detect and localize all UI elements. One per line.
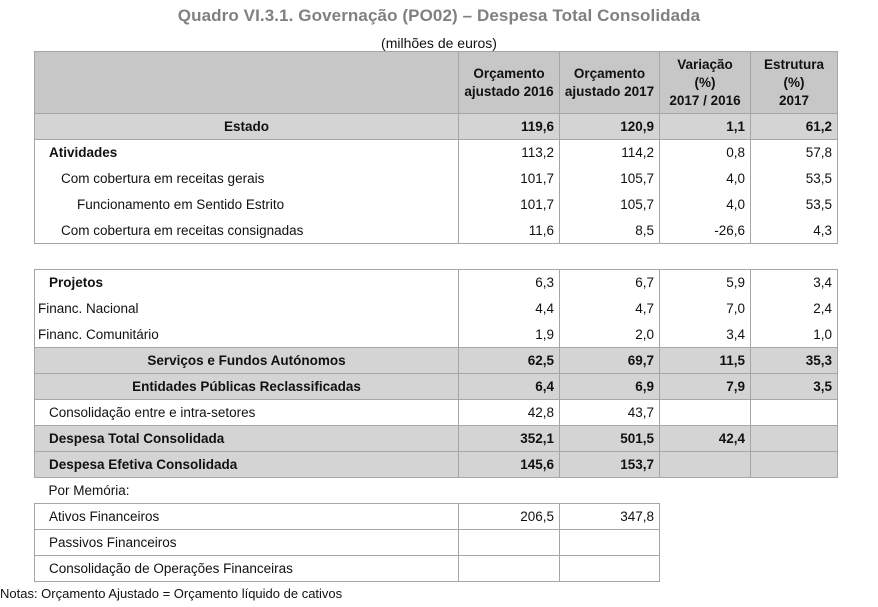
cell-orc2016: 11,6 [459, 218, 560, 244]
cell-estrutura: 2,4 [751, 296, 838, 322]
cell-variacao [660, 452, 751, 478]
cell-variacao: 1,1 [660, 114, 751, 140]
cell-estrutura: 61,2 [751, 114, 838, 140]
header-variacao [660, 52, 751, 114]
cell-orc2016: 62,5 [459, 348, 560, 374]
row-label: Despesa Total Consolidada [35, 426, 459, 452]
header-est-line1: Estrutura [763, 56, 824, 72]
header-var-line1: Variação [677, 56, 733, 72]
row-label: Com cobertura em receitas consignadas [35, 218, 459, 244]
cell-orc2017 [560, 556, 660, 582]
row-label: Consolidação de Operações Financeiras [35, 556, 459, 582]
row-label: Entidades Públicas Reclassificadas [35, 374, 459, 400]
cell-empty [660, 556, 751, 582]
cell-variacao: 4,0 [660, 166, 751, 192]
row-label: Atividades [35, 140, 459, 166]
cell-orc2016: 4,4 [459, 296, 560, 322]
cell-variacao [660, 400, 751, 426]
header-var-line3: 2017 / 2016 [669, 92, 741, 108]
expenditure-table [34, 51, 838, 582]
row-label: Ativos Financeiros [35, 504, 459, 530]
cell-orc2016: 352,1 [459, 426, 560, 452]
cell-orc2016 [459, 530, 560, 556]
row-label: Passivos Financeiros [35, 530, 459, 556]
row-ativos-financeiros [35, 504, 838, 530]
table-units: (milhões de euros) [381, 35, 497, 51]
cell-estrutura [751, 452, 838, 478]
cell-orc2017: 120,9 [560, 114, 660, 140]
cell-orc2016 [459, 556, 560, 582]
header-row [35, 52, 838, 114]
cell-orc2016: 42,8 [459, 400, 560, 426]
cell-orc2016: 6,3 [459, 270, 560, 296]
spacer-row [35, 244, 838, 270]
row-label: Estado [35, 114, 459, 140]
cell-orc2017: 43,7 [560, 400, 660, 426]
row-servicos-fundos-autonomos [35, 348, 838, 374]
row-label: Com cobertura em receitas gerais [35, 166, 459, 192]
cell-orc2017: 8,5 [560, 218, 660, 244]
row-despesa-total [35, 426, 838, 452]
header-orcamento-2017 [560, 52, 660, 114]
cell-empty [751, 504, 838, 530]
cell-estrutura: 3,5 [751, 374, 838, 400]
cell-variacao: 0,8 [660, 140, 751, 166]
row-estado [35, 114, 838, 140]
cell-variacao: 4,0 [660, 192, 751, 218]
cell-variacao: 5,9 [660, 270, 751, 296]
row-por-memoria [35, 478, 838, 504]
cell-variacao: 7,0 [660, 296, 751, 322]
row-atividades [35, 140, 838, 166]
header-orc2016-line1: Orçamento [473, 65, 545, 81]
row-cobertura-receitas-gerais [35, 166, 838, 192]
header-estrutura [751, 52, 838, 114]
memo-blank [459, 478, 838, 504]
row-cobertura-receitas-consignadas [35, 218, 838, 244]
cell-orc2016: 1,9 [459, 322, 560, 348]
header-orc2016-line2: ajustado 2016 [464, 83, 554, 99]
header-orcamento-2016 [459, 52, 560, 114]
cell-orc2017: 153,7 [560, 452, 660, 478]
memo-heading: Por Memória: [48, 483, 130, 498]
cell-estrutura: 3,4 [751, 270, 838, 296]
cell-estrutura: 1,0 [751, 322, 838, 348]
cell-estrutura [751, 400, 838, 426]
cell-orc2017: 347,8 [560, 504, 660, 530]
table-note: Notas: Orçamento Ajustado = Orçamento líquido de cativos [0, 586, 343, 601]
cell-orc2017: 69,7 [560, 348, 660, 374]
cell-orc2017: 105,7 [560, 166, 660, 192]
row-consolidacao-operacoes-financeiras [35, 556, 838, 582]
row-funcionamento [35, 192, 838, 218]
cell-estrutura [751, 426, 838, 452]
cell-orc2017: 501,5 [560, 426, 660, 452]
header-est-line2: (%) [783, 74, 805, 90]
header-orc2017-line1: Orçamento [573, 65, 646, 81]
cell-orc2016: 101,7 [459, 166, 560, 192]
cell-variacao: 3,4 [660, 322, 751, 348]
cell-variacao: -26,6 [660, 218, 751, 244]
row-label: Funcionamento em Sentido Estrito [35, 192, 459, 218]
header-orc2017-line2: ajustado 2017 [564, 83, 655, 99]
row-label: Projetos [35, 270, 459, 296]
row-despesa-efetiva [35, 452, 838, 478]
row-financ-nacional [35, 296, 838, 322]
cell-estrutura: 53,5 [751, 166, 838, 192]
cell-orc2016: 119,6 [459, 114, 560, 140]
cell-orc2016: 145,6 [459, 452, 560, 478]
cell-orc2016: 206,5 [459, 504, 560, 530]
cell-empty [751, 556, 838, 582]
cell-orc2017: 6,7 [560, 270, 660, 296]
cell-orc2016: 101,7 [459, 192, 560, 218]
cell-empty [751, 530, 838, 556]
cell-orc2016: 6,4 [459, 374, 560, 400]
cell-orc2017 [560, 530, 660, 556]
cell-orc2017: 4,7 [560, 296, 660, 322]
cell-variacao: 7,9 [660, 374, 751, 400]
cell-empty [660, 530, 751, 556]
row-projetos [35, 270, 838, 296]
cell-estrutura: 4,3 [751, 218, 838, 244]
table-title: Quadro VI.3.1. Governação (PO02) – Despesa Total Consolidada [177, 6, 701, 25]
row-consolidacao [35, 400, 838, 426]
row-passivos-financeiros [35, 530, 838, 556]
header-var-line2: (%) [694, 74, 716, 90]
cell-variacao: 11,5 [660, 348, 751, 374]
cell-orc2017: 6,9 [560, 374, 660, 400]
cell-variacao: 42,4 [660, 426, 751, 452]
row-entidades-publicas-reclassificadas [35, 374, 838, 400]
cell-orc2016: 113,2 [459, 140, 560, 166]
header-est-line3: 2017 [778, 92, 810, 108]
cell-estrutura: 35,3 [751, 348, 838, 374]
row-financ-comunitario [35, 322, 838, 348]
cell-orc2017: 105,7 [560, 192, 660, 218]
row-label: Financ. Nacional [35, 296, 459, 322]
spacer-cell [35, 244, 838, 270]
row-label: Financ. Comunitário [35, 322, 459, 348]
cell-orc2017: 114,2 [560, 140, 660, 166]
cell-estrutura: 53,5 [751, 192, 838, 218]
cell-empty [660, 504, 751, 530]
header-blank-cell [35, 52, 459, 114]
cell-orc2017: 2,0 [560, 322, 660, 348]
row-label: Serviços e Fundos Autónomos [35, 348, 459, 374]
row-label: Despesa Efetiva Consolidada [35, 452, 459, 478]
row-label: Consolidação entre e intra-setores [35, 400, 459, 426]
cell-estrutura: 57,8 [751, 140, 838, 166]
